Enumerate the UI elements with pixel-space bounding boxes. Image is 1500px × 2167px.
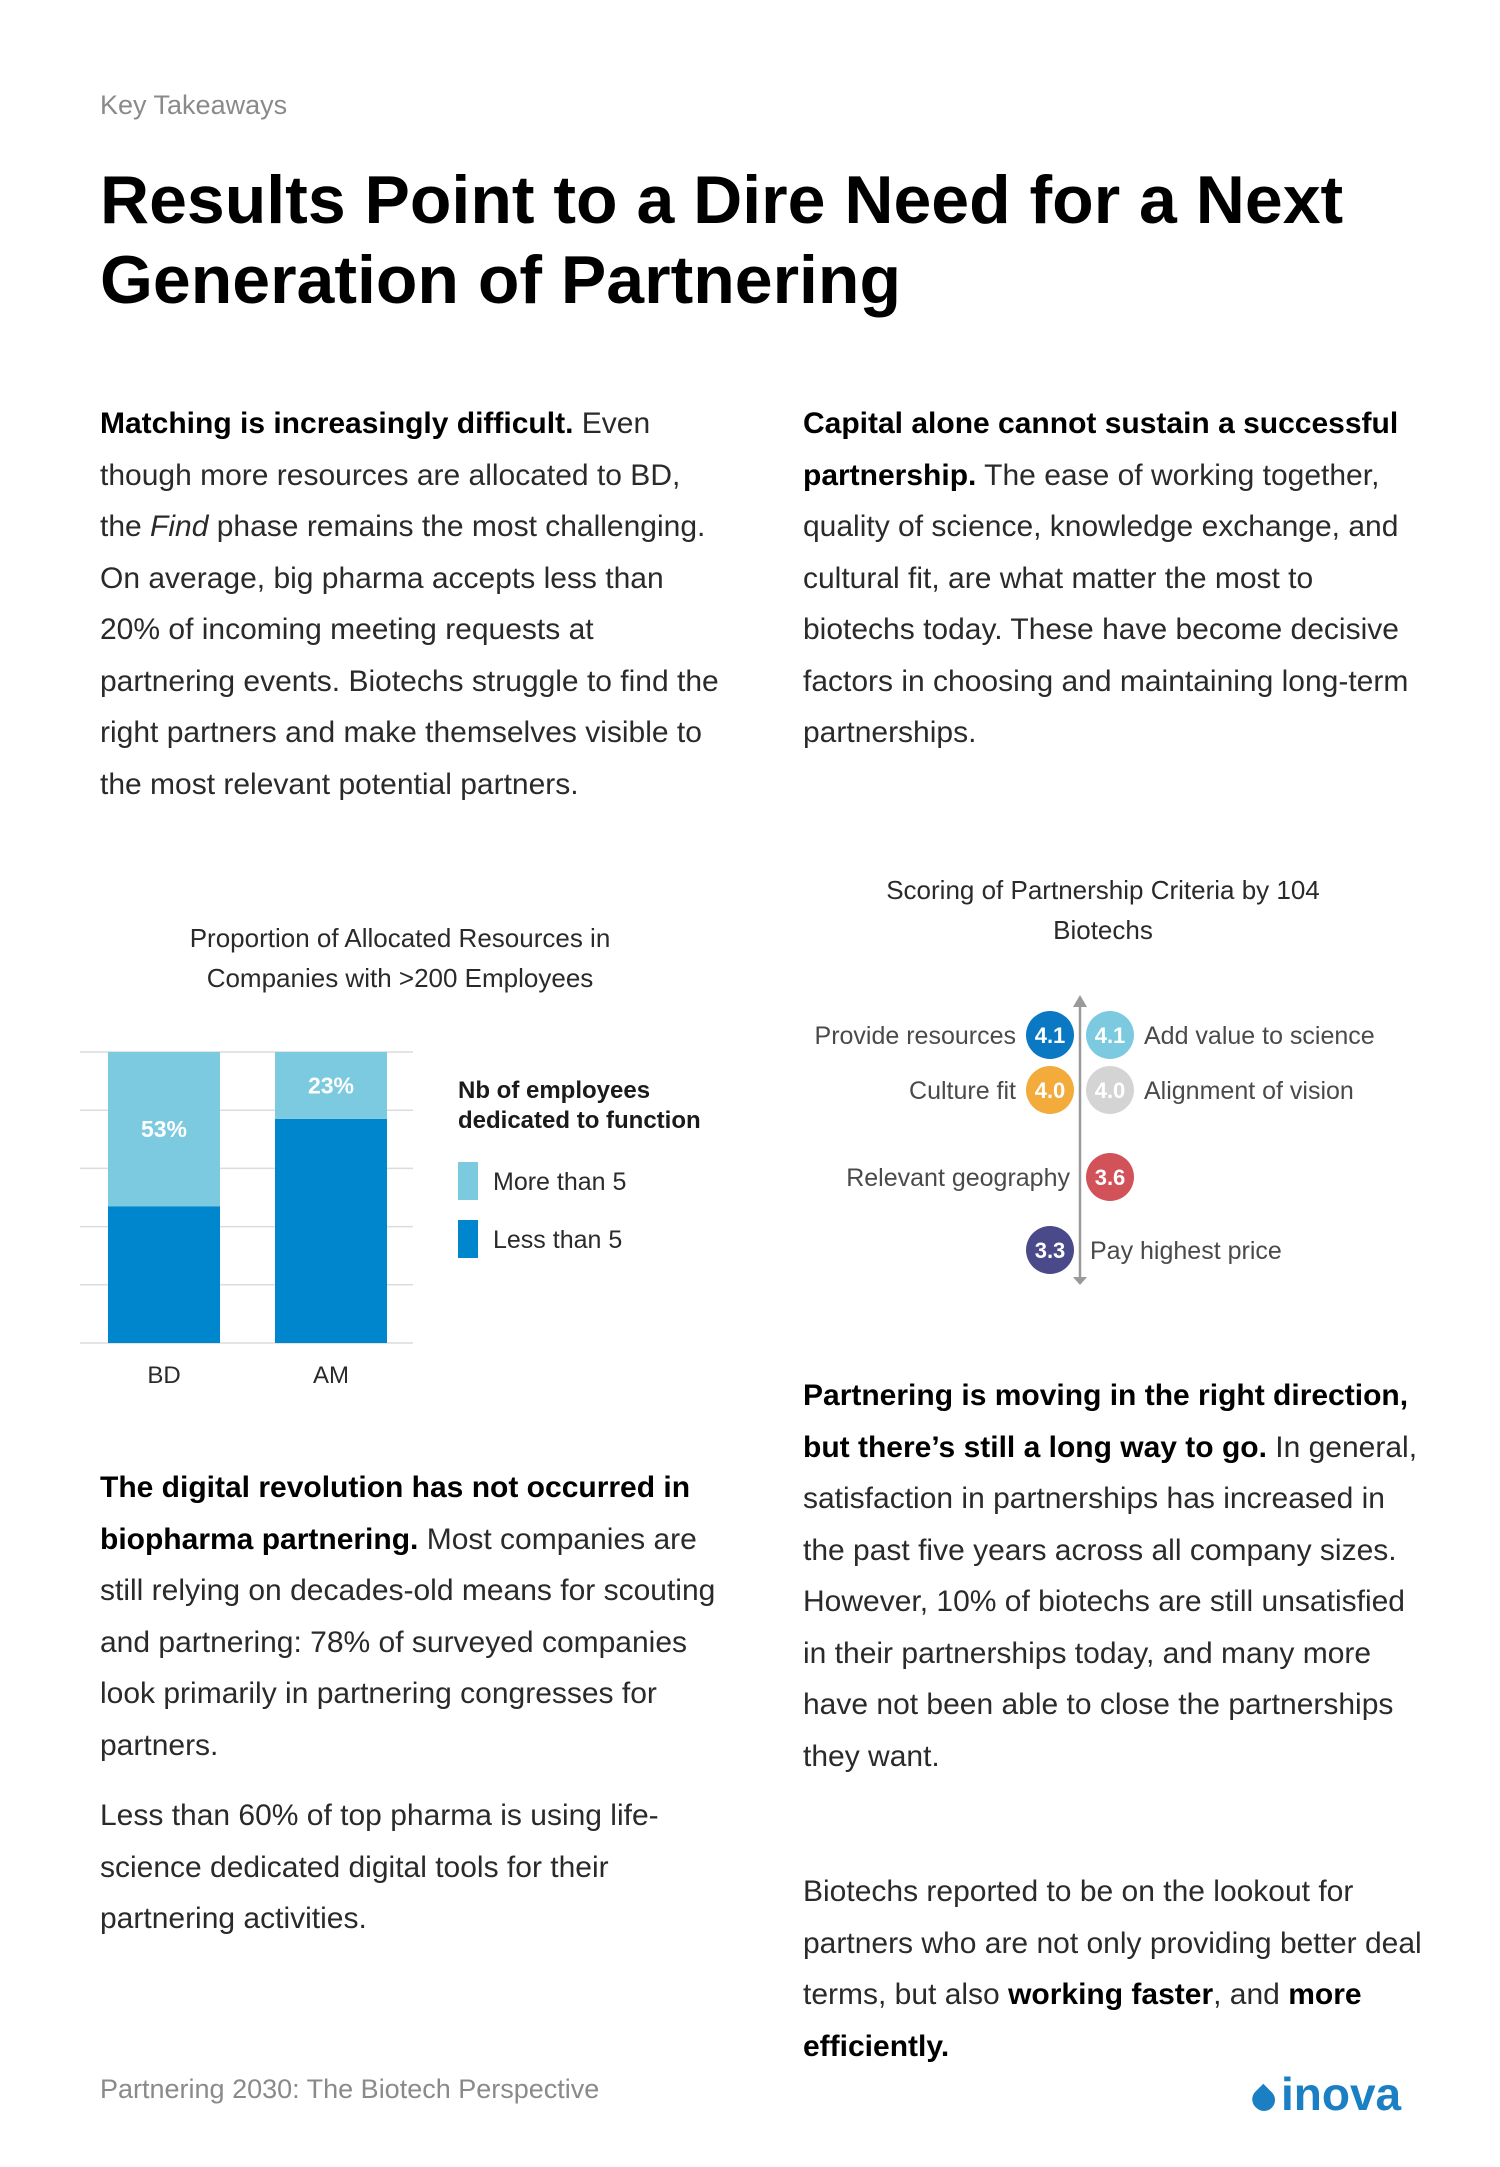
score-chart-title: Scoring of Partnership Criteria by 104 Biotechs: [886, 875, 1320, 945]
section-capital: [803, 398, 1423, 759]
score-value: 3.6: [1094, 1165, 1126, 1190]
score-label: Add value to science: [1144, 1022, 1375, 1050]
section-digital: [100, 1462, 720, 1771]
bar-chart-title: Proportion of Allocated Resources in Companies with >200 Employees: [189, 923, 611, 993]
score-label: Provide resources: [814, 1022, 1016, 1050]
section-matching: [100, 398, 720, 810]
section-capital-text: The ease of working together, quality of science, knowledge exchange, and cultural fit, are what matter the most to biotechs today. These have become decisive factors in choosing and maintaining long-term partnerships.: [803, 458, 1409, 749]
legend-swatch: [458, 1162, 478, 1200]
footer: Partnering 2030: The Biotech Perspective: [100, 2074, 600, 2104]
score-value: 3.3: [1034, 1238, 1066, 1263]
section-direction-lead: Partnering is moving in the right direction, but there’s still a long way to go.: [803, 1379, 1409, 1464]
x-tick-label: AM: [313, 1362, 349, 1389]
score-chart: [770, 985, 1470, 1295]
section-matching-text2: phase remains the most challenging. On average, big pharma accepts less than 20% of incoming meeting requests at partnering events. Biotechs struggle to find the right partners and make themselves visible to the most relevant potential partners.: [100, 510, 719, 801]
score-value: 4.1: [1034, 1023, 1066, 1048]
legend-title-line2: dedicated to function: [458, 1107, 701, 1134]
score-label: Pay highest price: [1090, 1237, 1282, 1265]
bar-data-label: 23%: [307, 1072, 355, 1099]
inova-logo: [1245, 2060, 1405, 2120]
legend-swatch: [458, 1220, 478, 1258]
x-tick-label: BD: [147, 1362, 181, 1389]
logo-text: inova: [1281, 2068, 1402, 2120]
section-direction-p2b: working faster: [1008, 1978, 1214, 2011]
legend-label: Less than 5: [493, 1226, 623, 1254]
section-capital-lead: Capital alone cannot sustain a successful partnership.: [803, 407, 1399, 492]
score-label: Alignment of vision: [1144, 1077, 1354, 1105]
page-title: Results Point to a Dire Need for a Next Generation of Partnering: [100, 162, 1344, 318]
section-direction-p2a: Biotechs reported to be on the lookout for partners who are not only providing better deal terms, but also: [803, 1875, 1422, 2011]
section-matching-text1: Even though more resources are allocated to BD, the: [100, 407, 681, 543]
kicker: Key Takeaways: [100, 90, 288, 120]
score-label: Culture fit: [909, 1077, 1016, 1105]
bar-bd-less: [108, 1206, 220, 1343]
section-direction-text2: However, 10% of biotechs are still unsatisfied in their partnerships today, and many more have not been able to close the partnerships they want.: [803, 1585, 1405, 1773]
section-digital-p2: Less than 60% of top pharma is using life-science dedicated digital tools for their partnering activities.: [100, 1799, 659, 1935]
score-value: 4.0: [1094, 1078, 1126, 1103]
section-digital-lead: The digital revolution has not occurred in biopharma partnering.: [100, 1471, 691, 1556]
section-matching-lead: Matching is increasingly difficult.: [100, 407, 574, 440]
logo-drop-icon: [1248, 2084, 1280, 2116]
axis-arrow-up: [1073, 995, 1087, 1007]
bar-am-less: [275, 1119, 387, 1343]
legend-title-line1: Nb of employees: [458, 1077, 651, 1104]
section-direction: [803, 1370, 1423, 1782]
section-digital-text: Most companies are still relying on decades-old means for scouting and partnering: 78% of surveyed companies look primarily in partnering congresses for partners.: [100, 1522, 716, 1762]
section-direction-p2d: more efficiently.: [803, 1978, 1362, 2063]
section-direction-p2c: , and: [1213, 1978, 1289, 2011]
bar-data-label: 53%: [140, 1116, 188, 1143]
score-label: Relevant geography: [846, 1164, 1070, 1192]
score-value: 4.0: [1034, 1078, 1066, 1103]
axis-arrow-down: [1073, 1277, 1087, 1285]
section-direction-p2: [803, 1866, 1423, 2072]
section-matching-em: Find: [150, 510, 209, 543]
section-direction-text: In general, satisfaction in partnerships has increased in the past five years across all company sizes.: [803, 1430, 1418, 1567]
score-value: 4.1: [1094, 1023, 1126, 1048]
bar-chart: [70, 1040, 750, 1400]
legend-label: More than 5: [493, 1168, 627, 1196]
